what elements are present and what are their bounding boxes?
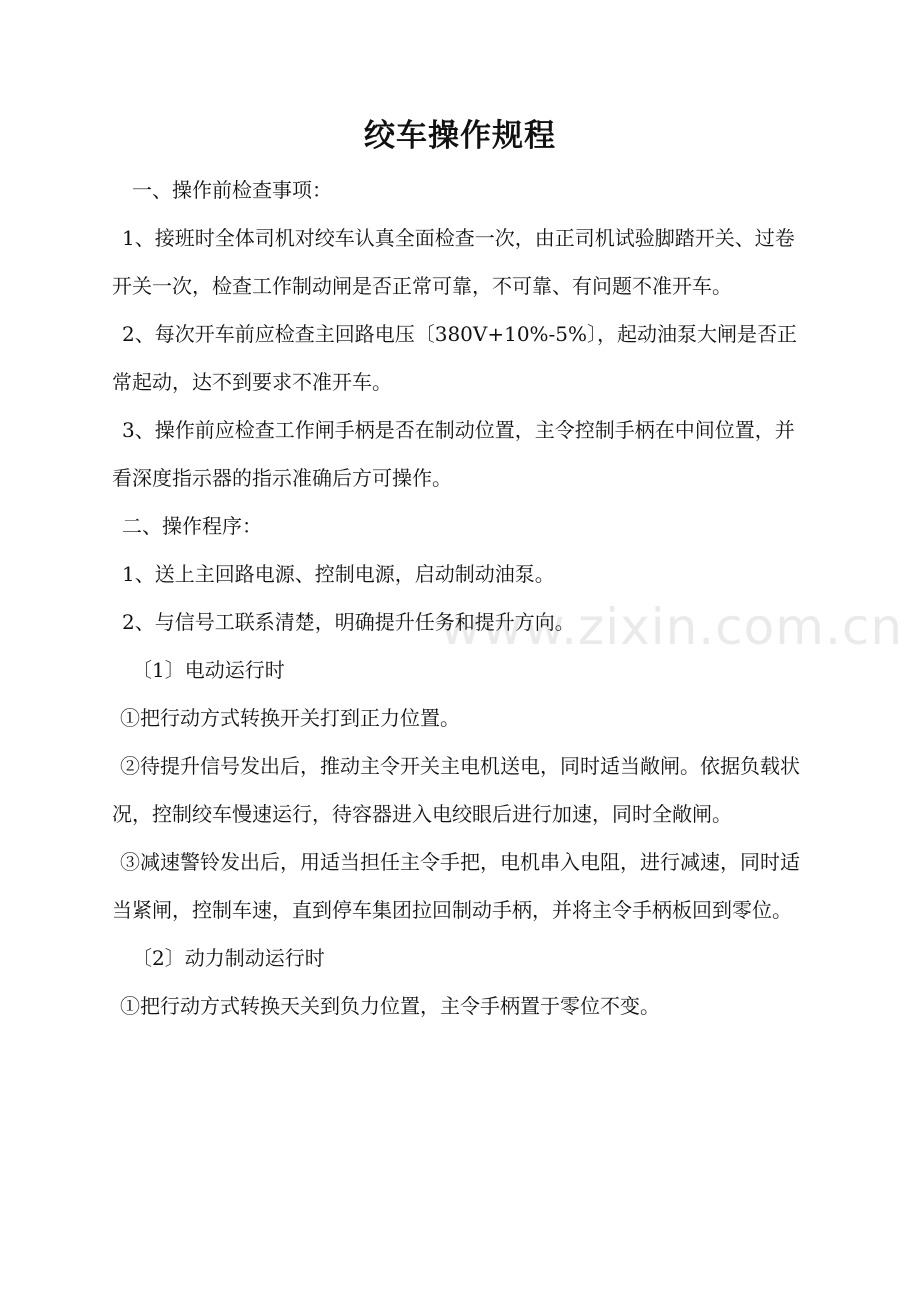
document-title: 绞车操作规程 [364, 118, 556, 154]
paragraph-5: 2、与信号工联系清楚，明确提升任务和提升方向。 [122, 610, 575, 634]
paragraph-4: 1、送上主回路电源、控制电源，启动制动油泵。 [122, 562, 555, 586]
paragraph-3: 3、操作前应检查工作闸手柄是否在制动位置，主令控制手柄在中间位置，并看深度指示器的指示准确后方可操作。 [112, 418, 795, 490]
watermark: www.zixin.com.cn [440, 598, 904, 656]
paragraph-8: ③减速警铃发出后，用适当担任主令手把，电机串入电阻，进行减速，同时适当紧闸，控制车速，直到停车集团拉回制动手柄，并将主令手柄板回到零位。 [112, 850, 800, 922]
paragraph-9: ①把行动方式转换天关到负力位置，主令手柄置于零位不变。 [120, 994, 660, 1018]
paragraph-7: ②待提升信号发出后，推动主令开关主电机送电，同时适当敞闸。依据负载状况，控制绞车慢速运行，待容器进入电绞眼后进行加速，同时全敞闸。 [112, 754, 800, 826]
section-heading-1: 一、操作前检查事项： [132, 178, 332, 202]
section-heading-2: 二、操作程序： [122, 514, 262, 538]
paragraph-1: 1、接班时全体司机对绞车认真全面检查一次，由正司机试验脚踏开关、过卷开关一次，检查工作制动闸是否正常可靠，不可靠、有问题不准开车。 [112, 226, 795, 298]
paragraph-6: ①把行动方式转换开关打到正力位置。 [120, 706, 460, 730]
subsection-heading-2: 〔2〕动力制动运行时 [132, 946, 325, 970]
document-body [112, 166, 812, 1030]
subsection-heading-1: 〔1〕电动运行时 [132, 658, 285, 682]
paragraph-2: 2、每次开车前应检查主回路电压〔380V+10%-5%〕，起动油泵大闸是否正常起动，达不到要求不准开车。 [112, 322, 798, 394]
